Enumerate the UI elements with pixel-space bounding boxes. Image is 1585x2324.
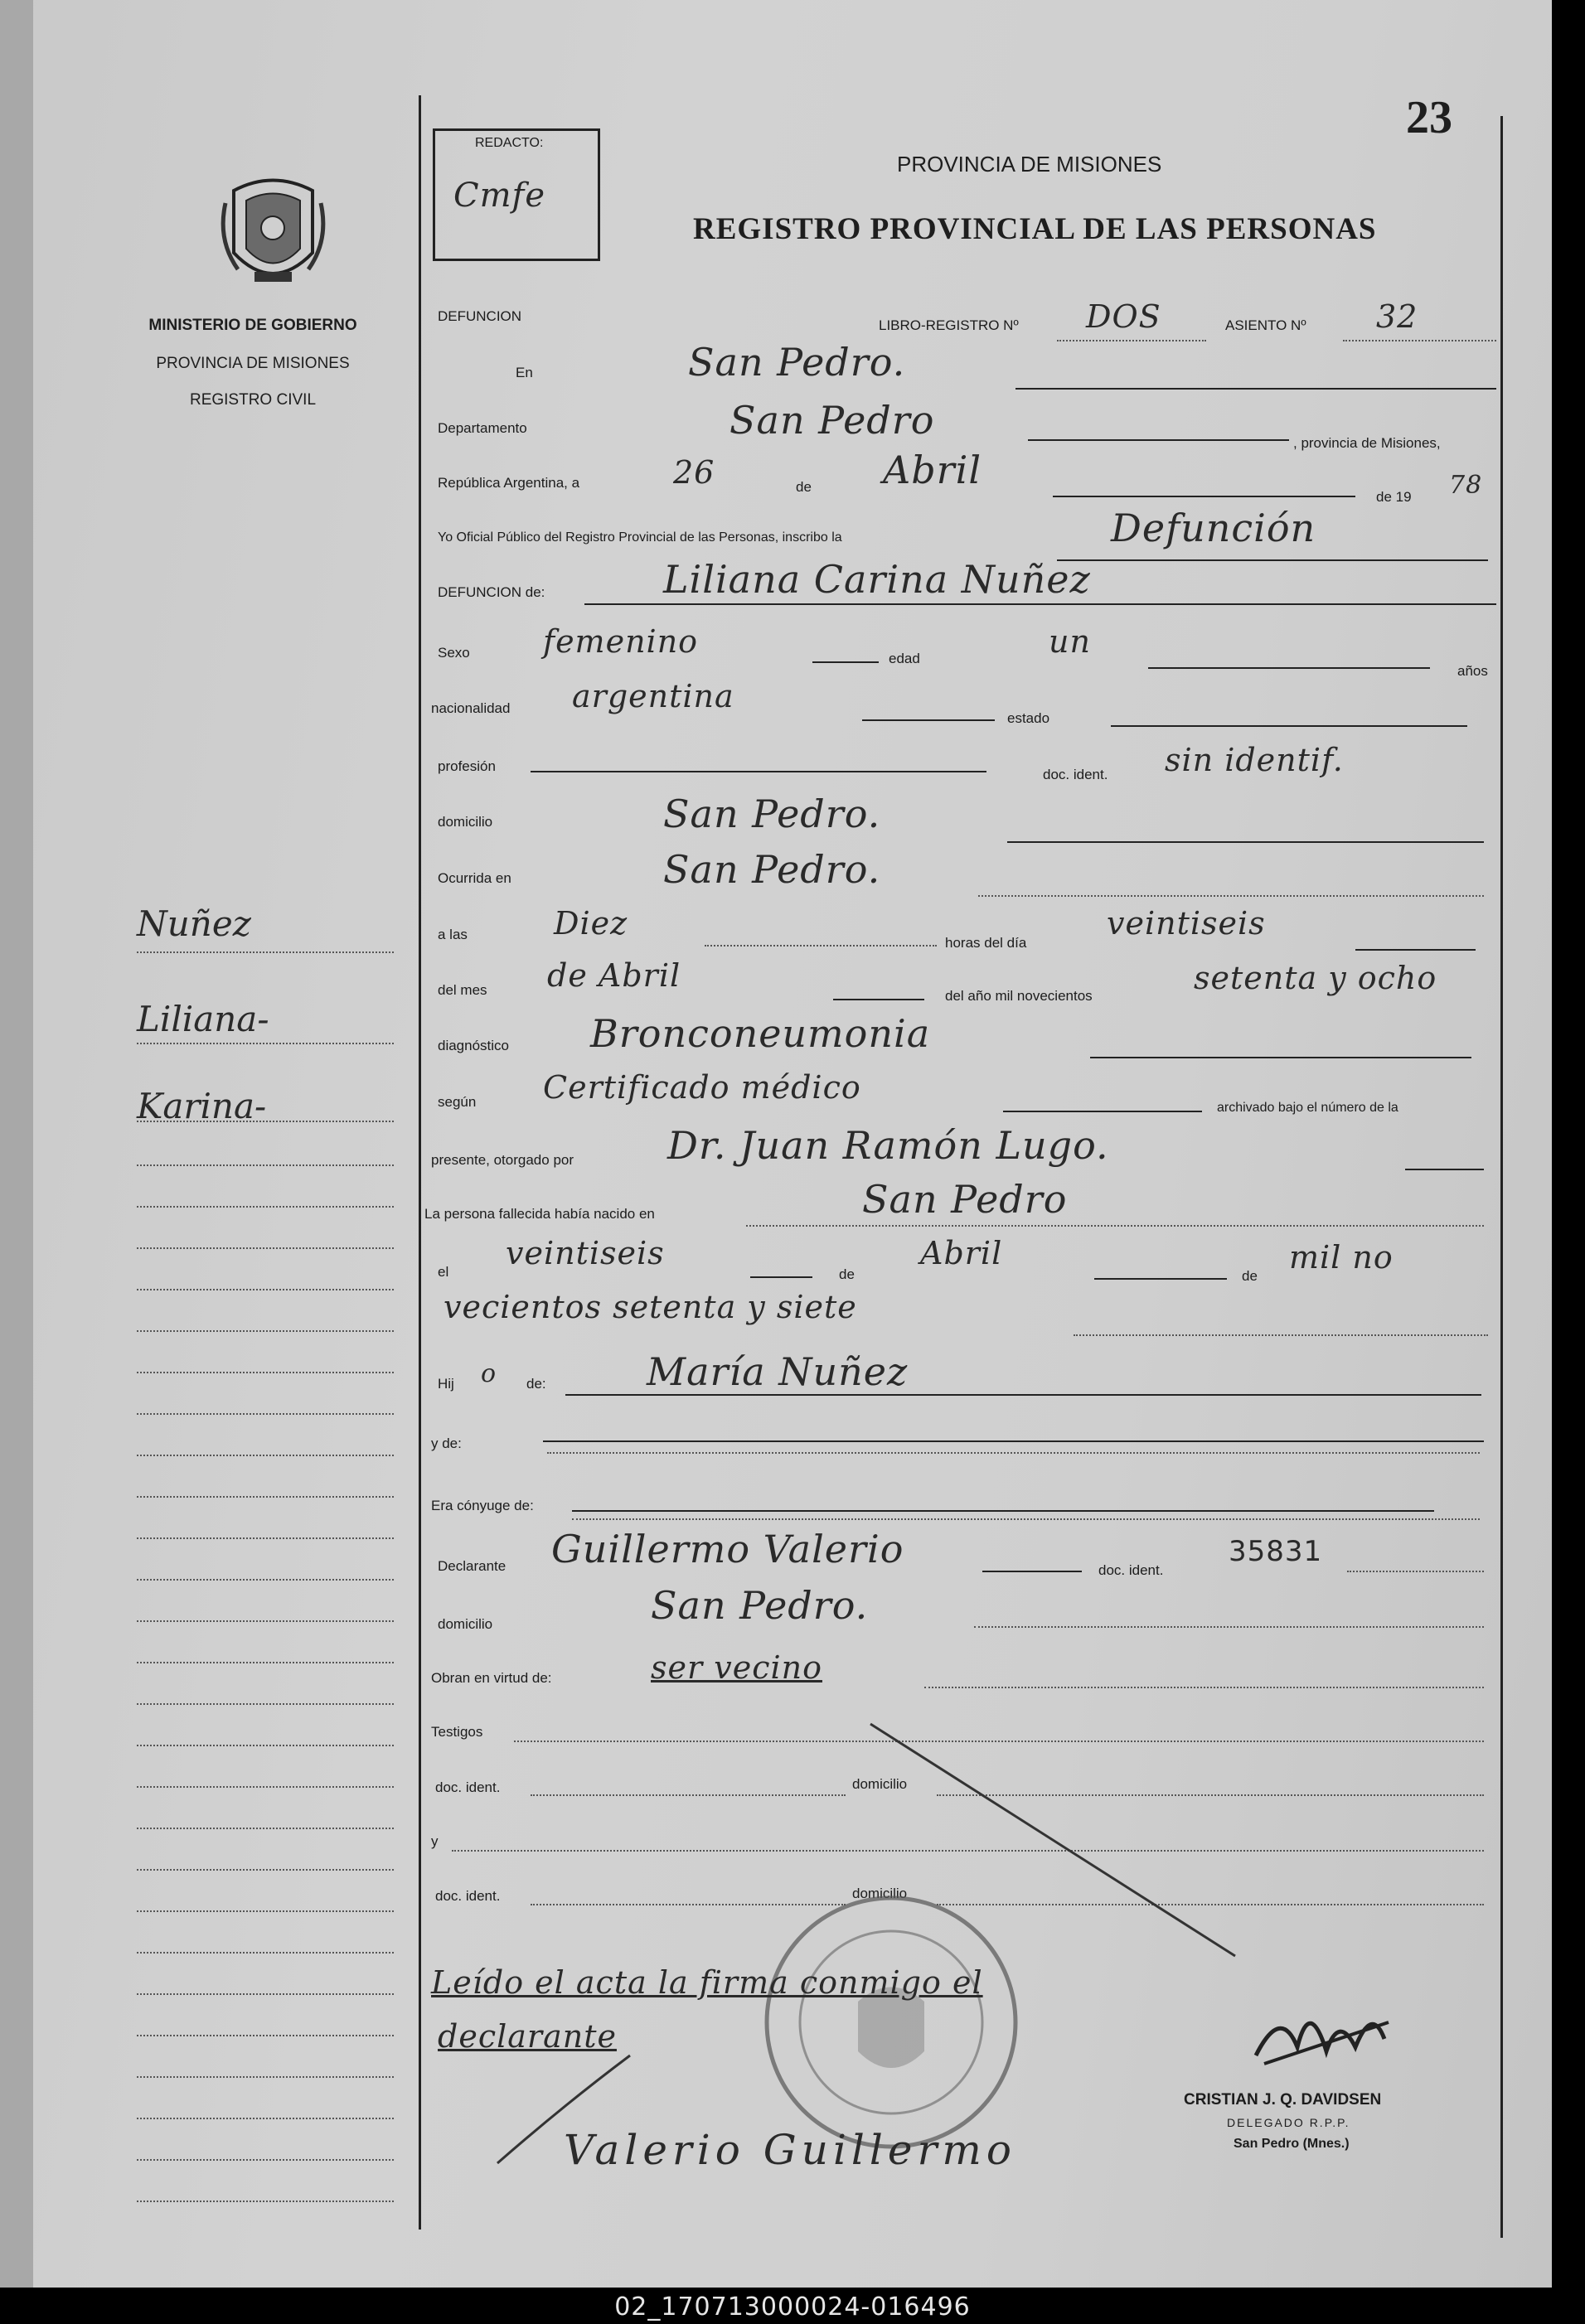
ocurrida-label: Ocurrida en — [438, 870, 511, 886]
asiento-value: 32 — [1376, 298, 1418, 335]
conyuge-label: Era cónyuge de: — [431, 1498, 534, 1513]
edad-label: edad — [889, 651, 920, 666]
segun-label: según — [438, 1094, 477, 1110]
nacionalidad-label: nacionalidad — [431, 700, 511, 716]
registry-heading: REGISTRO PROVINCIAL DE LAS PERSONAS — [693, 212, 1377, 246]
testigos-label: Testigos — [431, 1724, 483, 1740]
horas-value: veintiseis — [1107, 905, 1266, 942]
del-mes-value: de Abril — [547, 957, 681, 994]
sexo-value: femenino — [543, 623, 699, 660]
en-label: En — [516, 365, 533, 380]
madre-value: María Nuñez — [647, 1349, 909, 1394]
defuncion-de-label: DEFUNCION de: — [438, 584, 545, 600]
diagnostico-value: Bronconeumonia — [590, 1011, 931, 1056]
obran-value: ser vecino — [651, 1649, 822, 1686]
ministry-line3: REGISTRO CIVIL — [189, 391, 317, 409]
ministry-line1: MINISTERIO DE GOBIERNO — [148, 317, 357, 334]
a-las-value: Diez — [554, 905, 628, 942]
official-title: DELEGADO R.P.P. — [1227, 2116, 1350, 2129]
provincia-suffix: , provincia de Misiones, — [1293, 435, 1441, 451]
sexo-label: Sexo — [438, 645, 470, 661]
a-las-label: a las — [438, 927, 468, 942]
ocurrida-value: San Pedro. — [663, 847, 881, 892]
el-value: veintiseis — [506, 1235, 665, 1271]
defuncion-title: DEFUNCION — [438, 308, 522, 324]
y-label: y — [431, 1833, 439, 1849]
el-anio-value: mil no — [1289, 1239, 1394, 1276]
presente-value: Dr. Juan Ramón Lugo. — [667, 1123, 1109, 1168]
el-mes-value: Abril — [920, 1235, 1003, 1271]
del-anio-value: setenta y ocho — [1194, 960, 1437, 996]
ministry-line2: PROVINCIA DE MISIONES — [156, 355, 350, 372]
margin-note-name2: Karina- — [137, 1086, 267, 1126]
presente-label: presente, otorgado por — [431, 1152, 574, 1168]
official-signature-icon — [1248, 1989, 1397, 2072]
de-label: de — [796, 479, 812, 495]
dia-value: 26 — [673, 454, 715, 491]
mes-value: Abril — [883, 448, 982, 492]
declarante-doc-label: doc. ident. — [1098, 1562, 1164, 1578]
declarante-label: Declarante — [438, 1558, 507, 1574]
estado-label: estado — [1007, 710, 1050, 726]
nacido-label: La persona fallecida había nacido en — [424, 1206, 655, 1222]
y-de-label: y de: — [431, 1436, 462, 1451]
nacido-value: San Pedro — [862, 1177, 1068, 1222]
testigo2-doc-label: doc. ident. — [435, 1888, 501, 1904]
de-19-label: de 19 — [1376, 489, 1412, 505]
del-mes-label: del mes — [438, 982, 487, 998]
departamento-label: Departamento — [438, 420, 527, 436]
del-anio-label: del año mil novecientos — [945, 988, 1093, 1004]
domicilio2-label: domicilio — [438, 1616, 493, 1632]
profesion-label: profesión — [438, 758, 496, 774]
official-name: CRISTIAN J. Q. DAVIDSEN — [1184, 2091, 1382, 2109]
domicilio-label: domicilio — [438, 814, 493, 830]
nombre-value: Liliana Carina Nuñez — [663, 557, 1091, 602]
libro-value: DOS — [1086, 298, 1161, 335]
declarant-signature: Valerio Guillermo — [564, 2126, 1016, 2174]
asiento-label: ASIENTO Nº — [1225, 317, 1306, 333]
official-place: San Pedro (Mnes.) — [1234, 2137, 1350, 2151]
official-seal-icon — [759, 1890, 1024, 2155]
republica-label: República Argentina, a — [438, 475, 580, 491]
en-value: San Pedro. — [688, 340, 906, 385]
province-heading: PROVINCIA DE MISIONES — [897, 152, 1162, 177]
hijo-label: Hij — [438, 1376, 454, 1392]
obran-label: Obran en virtud de: — [431, 1670, 552, 1686]
anio-value: 78 — [1449, 471, 1483, 500]
yo-oficial-label: Yo Oficial Público del Registro Provincial de las Personas, inscribo la — [438, 530, 842, 545]
libro-label: LIBRO-REGISTRO Nº — [879, 317, 1019, 333]
hijo-suffix: o — [481, 1359, 497, 1388]
redacto-label: REDACTO: — [475, 136, 544, 150]
inscribo-value: Defunción — [1111, 506, 1316, 550]
departamento-value: San Pedro — [729, 398, 935, 443]
hijo-de-label: de: — [526, 1376, 546, 1392]
nacionalidad-value: argentina — [572, 678, 734, 714]
declarante-doc-value: 35831 — [1229, 1535, 1323, 1568]
margin-note-surname: Nuñez — [137, 903, 251, 944]
el-de-label: de — [839, 1266, 855, 1282]
testigo-doc-label: doc. ident. — [435, 1779, 501, 1795]
redacto-initials: Cmfe — [453, 177, 546, 215]
anio-continuation-value: vecientos setenta y siete — [444, 1289, 857, 1325]
archivado-label: archivado bajo el número de la — [1217, 1101, 1398, 1115]
doc-ident-value: sin identif. — [1165, 742, 1344, 778]
closing-line2: declarante — [438, 2018, 617, 2055]
signature-flourish-icon — [464, 2047, 647, 2180]
doc-ident-label: doc. ident. — [1043, 767, 1108, 782]
folio-number: 23 — [1406, 92, 1452, 143]
anos-label: años — [1457, 663, 1488, 679]
footer-image-id: 02_170713000024-016496 — [614, 2293, 971, 2322]
domicilio-value: San Pedro. — [663, 792, 881, 836]
diagnostico-label: diagnóstico — [438, 1038, 510, 1053]
testigo2-domicilio-label: domicilio — [852, 1886, 908, 1901]
horas-label: horas del día — [945, 935, 1027, 951]
el-label: el — [438, 1264, 449, 1280]
segun-value: Certificado médico — [543, 1069, 861, 1106]
testigo-domicilio-label: domicilio — [852, 1776, 908, 1792]
margin-note-name1: Liliana- — [137, 999, 269, 1039]
edad-value: un — [1049, 623, 1091, 660]
closing-line1: Leído el acta la firma conmigo el — [431, 1964, 983, 2001]
el-de2-label: de — [1242, 1268, 1258, 1284]
domicilio2-value: San Pedro. — [651, 1583, 869, 1628]
declarante-value: Guillermo Valerio — [551, 1527, 904, 1571]
